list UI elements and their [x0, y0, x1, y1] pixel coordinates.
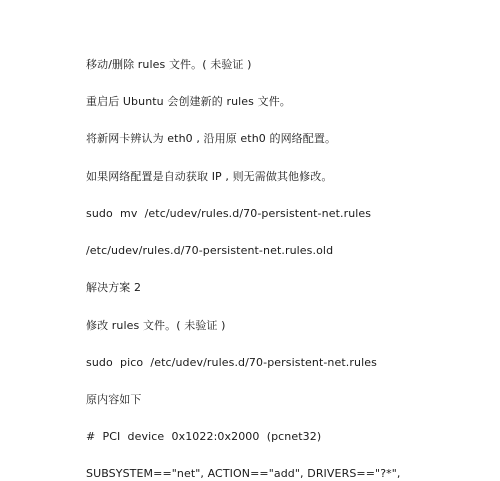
text-line: 原内容如下: [86, 393, 142, 406]
code-line: # PCI device 0x1022:0x2000 (pcnet32): [86, 430, 322, 443]
code-line: sudo mv /etc/udev/rules.d/70-persistent-net.rules: [86, 207, 372, 220]
text-line: 修改 rules 文件。( 未验证 ): [86, 319, 226, 332]
text-line: 移动/删除 rules 文件。( 未验证 ): [86, 58, 252, 71]
code-line: sudo pico /etc/udev/rules.d/70-persistent-net.rules: [86, 356, 377, 369]
text-line: 重启后 Ubuntu 会创建新的 rules 文件。: [86, 95, 291, 108]
code-line: /etc/udev/rules.d/70-persistent-net.rules.old: [86, 244, 334, 257]
section-heading: 解决方案 2: [86, 281, 142, 294]
code-line: SUBSYSTEM=="net", ACTION=="add", DRIVERS=="?*",: [86, 467, 401, 480]
text-line: 将新网卡辨认为 eth0 , 沿用原 eth0 的网络配置。: [86, 132, 337, 145]
text-line: 如果网络配置是自动获取 IP , 则无需做其他修改。: [86, 170, 333, 183]
